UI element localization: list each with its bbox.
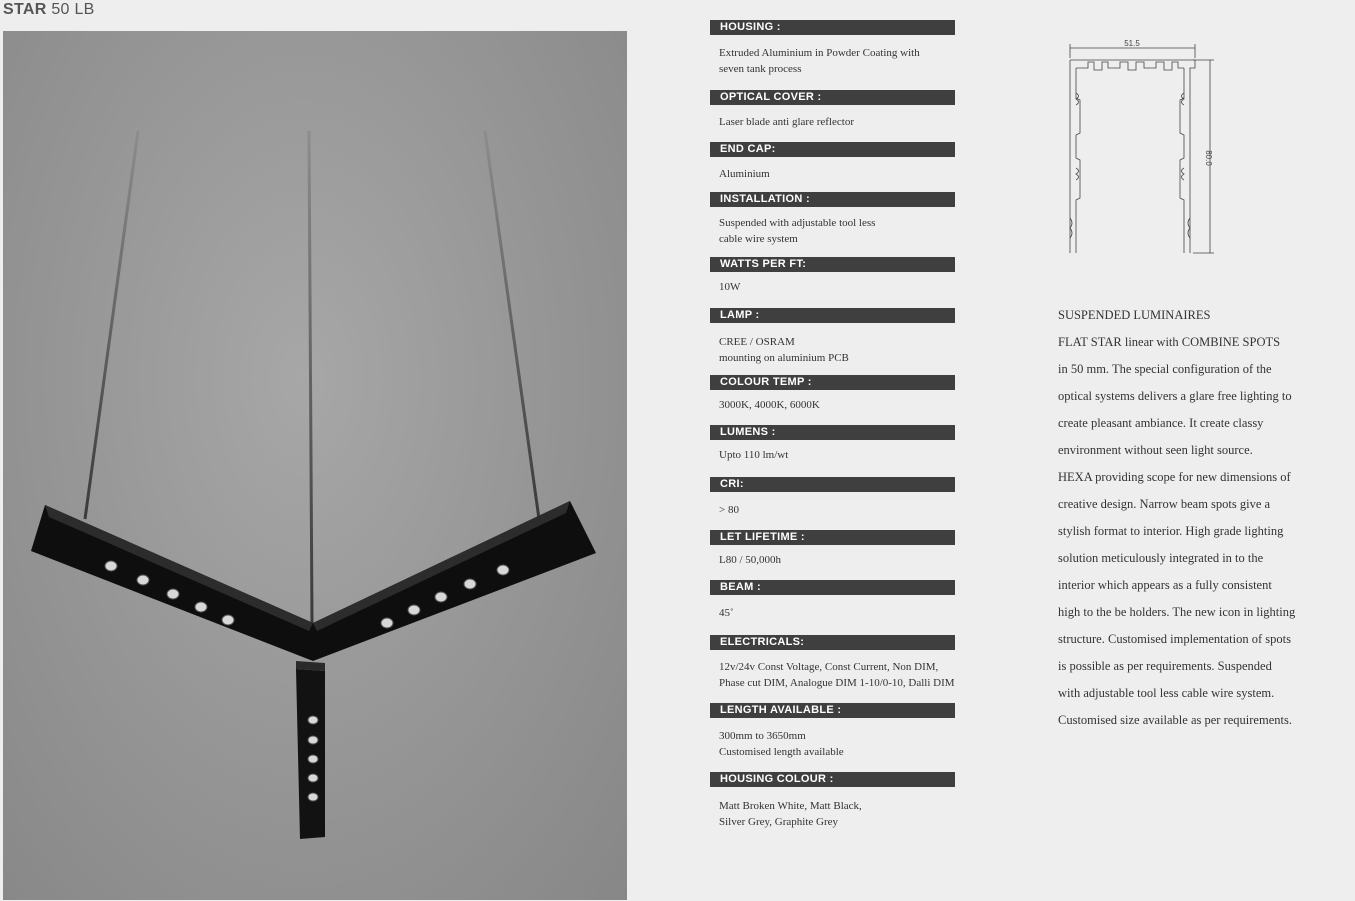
- height-dimension-label: 80.0: [1204, 150, 1213, 166]
- description-line: high to the be holders. The new icon in lighting: [1058, 605, 1296, 619]
- spec-value: [719, 114, 964, 130]
- spec-value-line: Phase cut DIM, Analogue DIM 1-10/0-10, Dalli DIM: [719, 677, 955, 689]
- product-title: [3, 1, 95, 19]
- description-line: is possible as per requirements. Suspended: [1058, 659, 1272, 673]
- product-title-bold: STAR: [3, 1, 47, 18]
- description-line: create pleasant ambiance. It create classy: [1058, 416, 1264, 430]
- spec-value: [719, 798, 964, 830]
- spec-value-line: 3000K, 4000K, 6000K: [719, 399, 820, 411]
- spec-label: LAMP :: [710, 308, 955, 323]
- description-line: interior which appears as a fully consistent: [1058, 578, 1272, 592]
- spec-value: [719, 728, 964, 760]
- description-line: in 50 mm. The special configuration of the: [1058, 362, 1272, 376]
- product-title-rest: 50 LB: [51, 1, 95, 18]
- description-line: structure. Customised implementation of spots: [1058, 632, 1291, 646]
- spec-value: [719, 334, 964, 366]
- description-line: FLAT STAR linear with COMBINE SPOTS: [1058, 335, 1281, 349]
- spec-value: [719, 279, 964, 295]
- spec-value-line: Matt Broken White, Matt Black,: [719, 800, 862, 812]
- spec-value-line: Laser blade anti glare reflector: [719, 116, 854, 128]
- description-line: environment without seen light source.: [1058, 443, 1253, 457]
- product-photo: [3, 31, 627, 900]
- spec-label: COLOUR TEMP :: [710, 375, 955, 390]
- spec-value: [719, 605, 964, 621]
- suspension-wire-right: [485, 131, 539, 519]
- spec-label: LET LIFETIME :: [710, 530, 955, 545]
- spec-value-line: Suspended with adjustable tool less: [719, 217, 876, 229]
- spec-label: BEAM :: [710, 580, 955, 595]
- spec-value-line: Customised length available: [719, 746, 844, 758]
- description-line: with adjustable tool less cable wire system.: [1058, 686, 1275, 700]
- luminaire-arm-bottom: [296, 669, 325, 839]
- spec-value-line: Extruded Aluminium in Powder Coating with: [719, 47, 920, 59]
- description-line: HEXA providing scope for new dimensions of: [1058, 470, 1291, 484]
- spec-label: HOUSING :: [710, 20, 955, 35]
- profile-technical-drawing: [1058, 38, 1218, 263]
- spec-value: [719, 215, 964, 247]
- spec-label: OPTICAL COVER :: [710, 90, 955, 105]
- spec-value-line: Upto 110 lm/wt: [719, 449, 789, 461]
- product-description: [1058, 302, 1348, 734]
- description-heading: SUSPENDED LUMINAIRES: [1058, 308, 1211, 322]
- spec-value-line: Silver Grey, Graphite Grey: [719, 816, 839, 828]
- spec-value-line: mounting on aluminium PCB: [719, 352, 849, 364]
- spec-value: [719, 659, 964, 691]
- spec-value-line: Aluminium: [719, 168, 770, 180]
- suspension-wire-center: [309, 131, 312, 623]
- spec-label: INSTALLATION :: [710, 192, 955, 207]
- spec-label: HOUSING COLOUR :: [710, 772, 955, 787]
- description-line: solution meticulously integrated in to the: [1058, 551, 1264, 565]
- spec-value-line: 10W: [719, 281, 741, 293]
- spec-value: [719, 166, 964, 182]
- spec-value-line: 300mm to 3650mm: [719, 730, 806, 742]
- spec-label: WATTS PER FT:: [710, 257, 955, 272]
- spec-value-line: 45˚: [719, 607, 734, 619]
- spec-value-line: L80 / 50,000h: [719, 554, 782, 566]
- spec-value: [719, 397, 964, 413]
- spec-label: ELECTRICALS:: [710, 635, 955, 650]
- spec-label: LENGTH AVAILABLE :: [710, 703, 955, 718]
- description-line: Customised size available as per requirements.: [1058, 713, 1292, 727]
- description-line: creative design. Narrow beam spots give a: [1058, 497, 1271, 511]
- spec-value-line: > 80: [719, 504, 739, 516]
- spec-label: CRI:: [710, 477, 955, 492]
- spec-label: END CAP:: [710, 142, 955, 157]
- description-line: optical systems delivers a glare free lighting to: [1058, 389, 1292, 403]
- spec-label: LUMENS :: [710, 425, 955, 440]
- luminaire-arm-left: [31, 505, 313, 661]
- luminaire-arm-right: [313, 501, 596, 661]
- width-dimension-label: 51.5: [1124, 39, 1140, 48]
- description-line: stylish format to interior. High grade lighting: [1058, 524, 1284, 538]
- suspension-wire-left: [85, 131, 138, 519]
- spec-value-line: CREE / OSRAM: [719, 336, 795, 348]
- spec-value-line: seven tank process: [719, 63, 802, 75]
- y-luminaire-illustration: [3, 31, 627, 900]
- spec-value-line: cable wire system: [719, 233, 798, 245]
- spec-value-line: 12v/24v Const Voltage, Const Current, Non DIM,: [719, 661, 939, 673]
- spec-value: [719, 502, 964, 518]
- spec-value: [719, 45, 964, 77]
- spec-value: [719, 552, 964, 568]
- spec-value: [719, 447, 964, 463]
